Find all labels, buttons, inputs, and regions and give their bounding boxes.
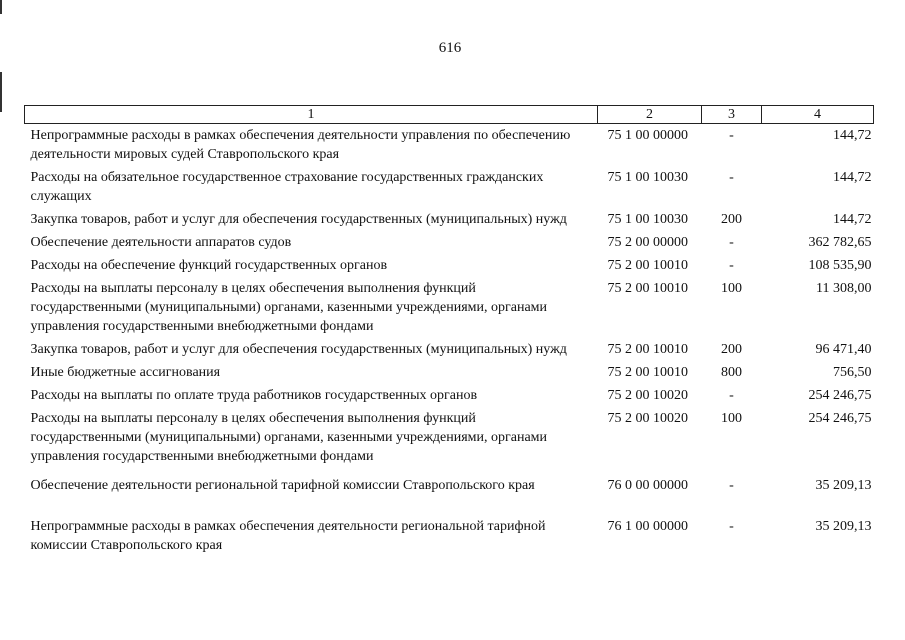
row-amount: 362 782,65	[808, 235, 872, 250]
row-amount: 254 246,75	[808, 411, 872, 426]
column-header: 2	[598, 106, 702, 124]
row-expense-type: -	[729, 388, 734, 403]
row-expense-type: -	[729, 519, 734, 534]
row-description: Расходы на обязательное государственное страхование государственных гражданских служащих	[30, 170, 544, 204]
row-amount: 254 246,75	[808, 388, 872, 403]
row-code: 76 1 00 00000	[607, 519, 688, 534]
table-row	[25, 384, 874, 407]
row-code: 75 2 00 10020	[607, 411, 688, 426]
scan-edge-mark	[0, 72, 2, 112]
row-code: 75 1 00 10030	[607, 170, 688, 185]
row-code: 75 1 00 00000	[607, 128, 688, 143]
row-code: 75 2 00 10010	[607, 365, 688, 380]
page-number: 616	[438, 40, 462, 56]
row-expense-type: -	[729, 258, 734, 273]
table-row	[25, 208, 874, 231]
row-code: 75 2 00 00000	[607, 235, 688, 250]
row-code: 76 0 00 00000	[607, 478, 688, 493]
row-expense-type: -	[729, 170, 734, 185]
table-row	[25, 277, 874, 338]
row-description: Обеспечение деятельности региональной тарифной комиссии Ставропольского края	[30, 478, 535, 493]
table-row	[25, 231, 874, 254]
row-amount: 144,72	[833, 212, 872, 227]
column-header: 4	[762, 106, 874, 124]
row-expense-type: 200	[721, 342, 742, 357]
row-description: Обеспечение деятельности аппаратов судов	[30, 235, 292, 250]
row-description: Закупка товаров, работ и услуг для обеспечения государственных (муниципальных) нужд	[30, 342, 567, 357]
row-amount: 35 209,13	[815, 519, 872, 534]
column-header: 3	[702, 106, 762, 124]
row-code: 75 2 00 10010	[607, 342, 688, 357]
row-amount: 35 209,13	[815, 478, 872, 493]
table-row	[25, 407, 874, 474]
table-row	[25, 254, 874, 277]
row-description: Закупка товаров, работ и услуг для обеспечения государственных (муниципальных) нужд	[30, 212, 567, 227]
row-code: 75 2 00 10020	[607, 388, 688, 403]
row-expense-type: 100	[721, 281, 742, 296]
column-header: 1	[25, 106, 598, 124]
row-amount: 144,72	[833, 170, 872, 185]
row-code: 75 2 00 10010	[607, 258, 688, 273]
table-row	[25, 124, 874, 167]
row-amount: 108 535,90	[808, 258, 872, 273]
budget-table	[24, 105, 874, 557]
table-header-row	[25, 106, 874, 124]
row-description: Непрограммные расходы в рамках обеспечения деятельности региональной тарифной комиссии Ставропольского края	[30, 519, 546, 553]
row-amount: 11 308,00	[816, 281, 872, 296]
table-row	[25, 515, 874, 557]
table-row	[25, 361, 874, 384]
row-expense-type: -	[729, 235, 734, 250]
table-row	[25, 474, 874, 515]
row-description: Расходы на выплаты персоналу в целях обеспечения выполнения функций государственными (муниципальными) органами, казенными учреждениями, органами управления государственными внебюджетными фондами	[30, 411, 548, 464]
scan-edge-mark	[0, 0, 2, 14]
row-description: Расходы на обеспечение функций государственных органов	[30, 258, 388, 273]
row-code: 75 2 00 10010	[607, 281, 688, 296]
row-expense-type: -	[729, 478, 734, 493]
row-expense-type: 200	[721, 212, 742, 227]
row-description: Иные бюджетные ассигнования	[30, 365, 221, 380]
row-description: Расходы на выплаты персоналу в целях обеспечения выполнения функций государственными (муниципальными) органами, казенными учреждениями, органами управления государственными внебюджетными фондами	[30, 281, 548, 334]
row-amount: 756,50	[833, 365, 872, 380]
row-expense-type: -	[729, 128, 734, 143]
row-amount: 96 471,40	[815, 342, 872, 357]
row-expense-type: 800	[721, 365, 742, 380]
row-code: 75 1 00 10030	[607, 212, 688, 227]
row-description: Расходы на выплаты по оплате труда работников государственных органов	[30, 388, 478, 403]
row-amount: 144,72	[833, 128, 872, 143]
table-row	[25, 338, 874, 361]
row-expense-type: 100	[721, 411, 742, 426]
row-description: Непрограммные расходы в рамках обеспечения деятельности управления по обеспечению деятельности мировых судей Ставропольского края	[30, 128, 571, 162]
table-row	[25, 166, 874, 208]
